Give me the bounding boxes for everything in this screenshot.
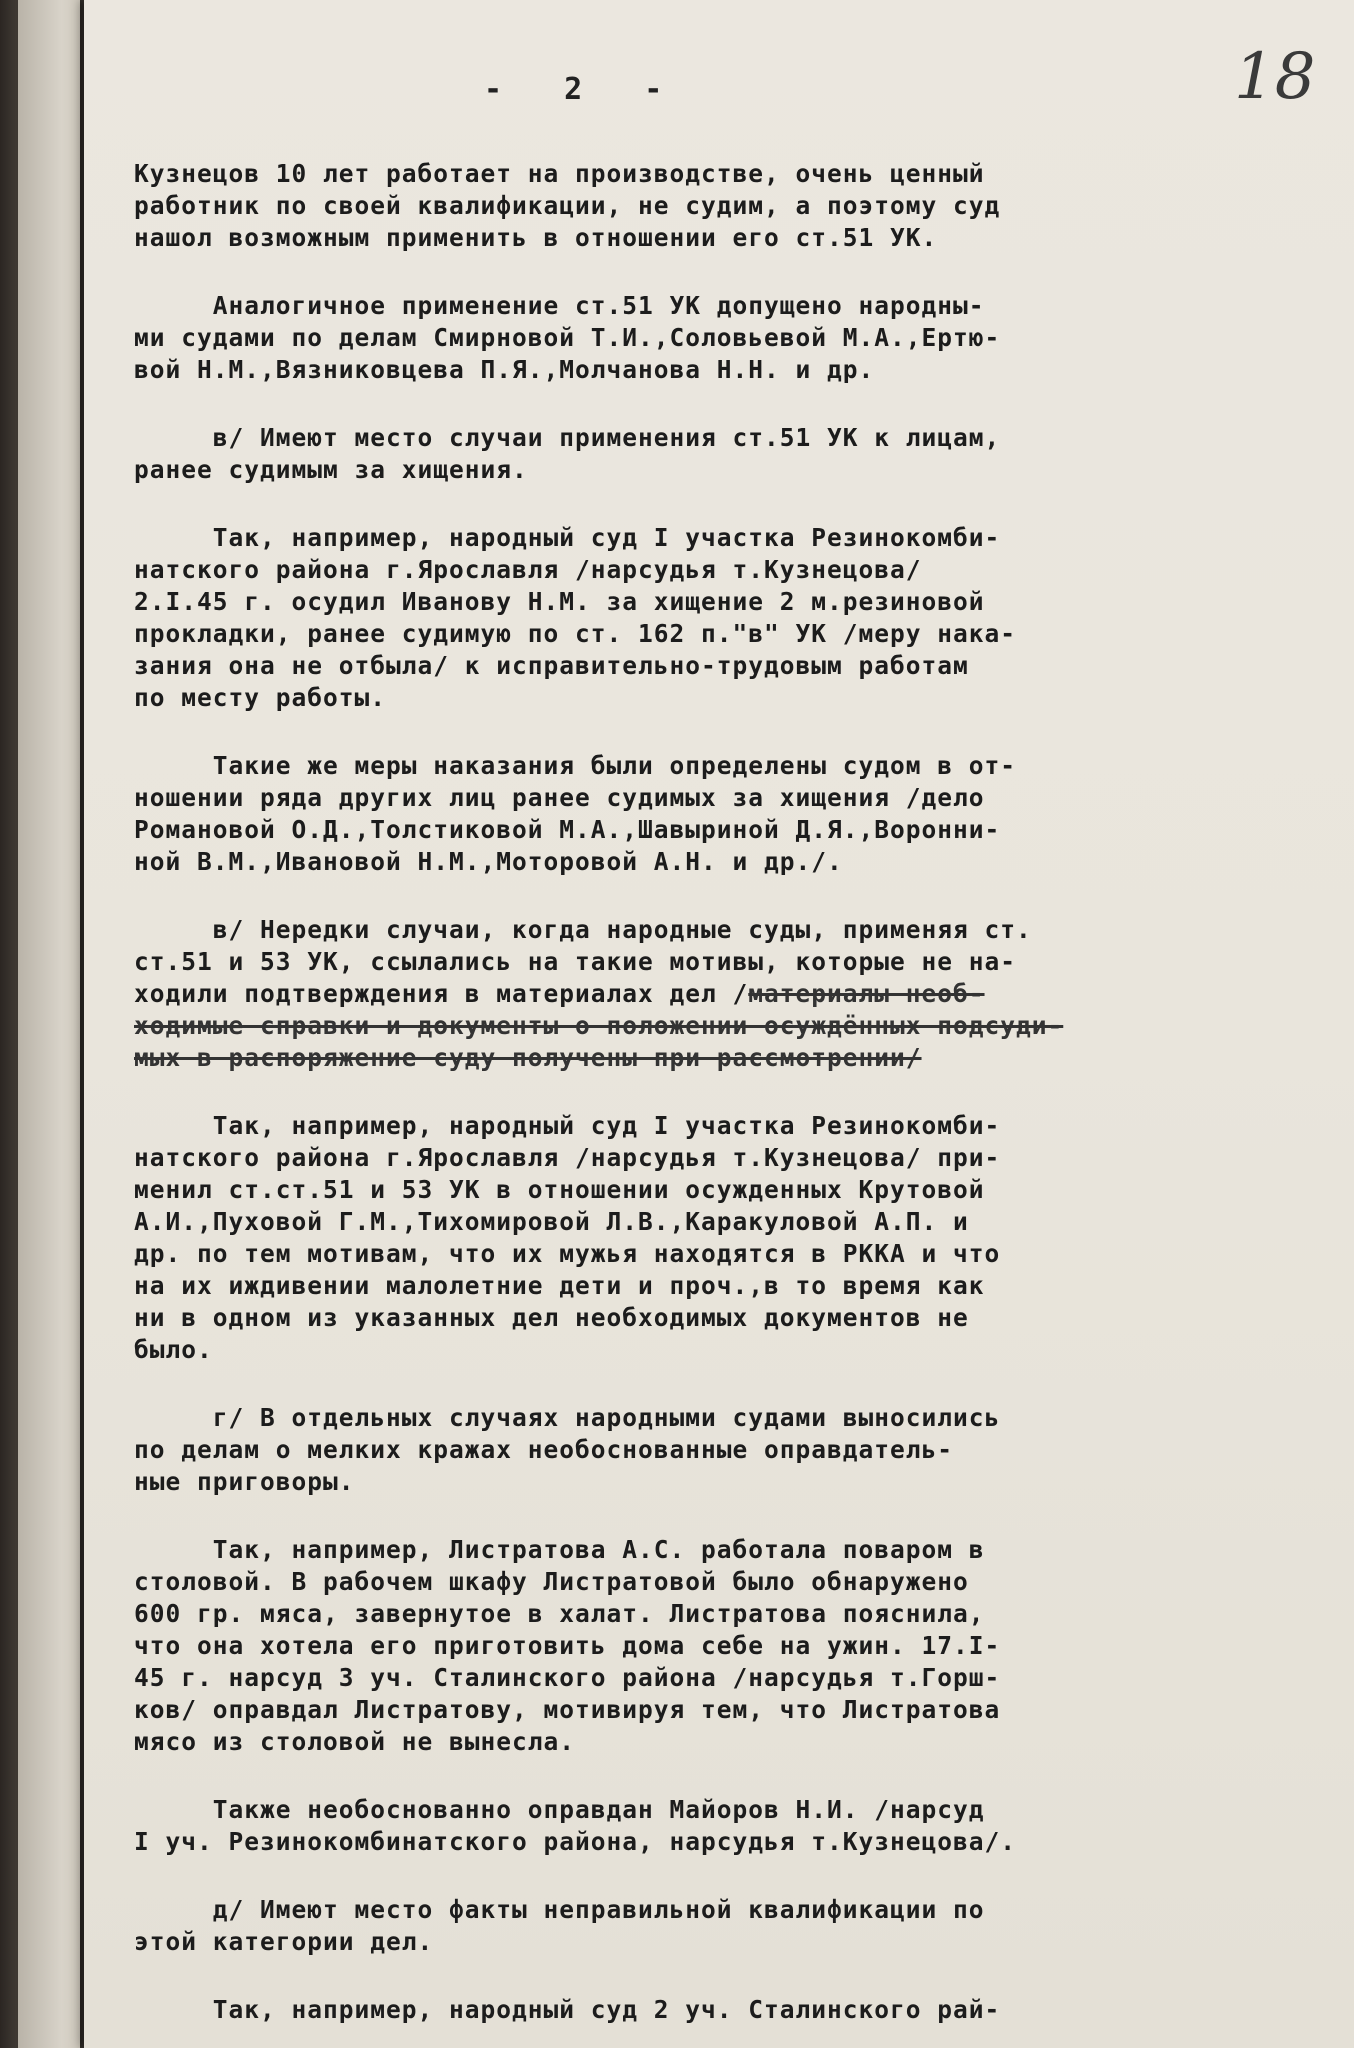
text-line: Так, например, народный суд I участка Резинокомби-: [134, 523, 1001, 552]
paragraph: [134, 1534, 1299, 1758]
text-line: 45 г. нарсуд 3 уч. Сталинского района /нарсудья т.Горш-: [134, 1663, 1001, 1692]
text-line: Так, например, народный суд 2 уч. Сталинского рай-: [134, 1995, 1001, 2024]
text-line: 600 гр. мяса, завернутое в халат. Листратова пояснила,: [134, 1599, 985, 1628]
paragraph: [134, 1110, 1299, 1366]
paragraph: [134, 914, 1299, 1074]
text-line: ранее судимым за хищения.: [134, 455, 528, 484]
struck-text: мых в распоряжение суду получены при рассмотрении/: [134, 1043, 922, 1072]
paragraph: [134, 290, 1299, 386]
page-number: - 2 -: [484, 72, 685, 107]
text-line: столовой. В рабочем шкафу Листратовой было обнаружено: [134, 1567, 969, 1596]
text-line: нашол возможным применить в отношении его ст.51 УК.: [134, 223, 938, 252]
paragraph: [134, 158, 1299, 254]
document-body: [134, 158, 1299, 2048]
text-line: натского района г.Ярославля /нарсудья т.Кузнецова/ при-: [134, 1143, 1001, 1172]
paragraph: [134, 422, 1299, 486]
text-line: Аналогичное применение ст.51 УК допущено народны-: [134, 291, 985, 320]
text-line: в/ Нередки случаи, когда народные суды, применяя ст.: [134, 915, 1032, 944]
struck-text: ходимые справки и документы о положении осуждённых подсуди-: [134, 1011, 1064, 1040]
text-line: Кузнецов 10 лет работает на производстве, очень ценный: [134, 159, 985, 188]
text-line: Так, например, народный суд I участка Резинокомби-: [134, 1111, 1001, 1140]
text-line: г/ В отдельных случаях народными судами выносились: [134, 1403, 1001, 1432]
text-line: менил ст.ст.51 и 53 УК в отношении осужденных Крутовой: [134, 1175, 985, 1204]
text-line: ные приговоры.: [134, 1467, 355, 1496]
text-line: на их иждивении малолетние дети и проч.,в то время как: [134, 1271, 985, 1300]
text-line: 2.I.45 г. осудил Иванову Н.М. за хищение 2 м.резиновой: [134, 587, 985, 616]
text-line: Романовой О.Д.,Толстиковой М.А.,Шавыриной Д.Я.,Воронни-: [134, 815, 1001, 844]
text-fragment: ходили подтверждения в материалах дел /: [134, 979, 749, 1008]
text-line: Также необоснованно оправдан Майоров Н.И. /нарсуд: [134, 1795, 985, 1824]
text-line: ми судами по делам Смирновой Т.И.,Соловьевой М.А.,Ертю-: [134, 323, 1001, 352]
document-page: [84, 0, 1354, 2048]
text-line: А.И.,Пуховой Г.М.,Тихомировой Л.В.,Каракуловой А.П. и: [134, 1207, 969, 1236]
paragraph: [134, 1402, 1299, 1498]
text-line: ной В.М.,Ивановой Н.М.,Моторовой А.Н. и др./.: [134, 847, 843, 876]
text-line: [134, 978, 1299, 1010]
text-line: натского района г.Ярославля /нарсудья т.Кузнецова/: [134, 555, 922, 584]
struck-text: материалы необ-: [748, 979, 985, 1008]
previous-page-edge: [18, 0, 80, 2048]
text-line: др. по тем мотивам, что их мужья находятся в РККА и что: [134, 1239, 1001, 1268]
paragraph: [134, 1994, 1299, 2026]
paragraph: [134, 1894, 1299, 1958]
text-line: в/ Имеют место случаи применения ст.51 УК к лицам,: [134, 423, 1001, 452]
text-line: ношении ряда других лиц ранее судимых за хищения /дело: [134, 783, 985, 812]
paragraph: [134, 522, 1299, 714]
sheet-number-handwritten: 18: [1234, 40, 1316, 114]
text-line: по делам о мелких кражах необоснованные оправдатель-: [134, 1435, 954, 1464]
text-line: по месту работы.: [134, 683, 387, 712]
text-line: мясо из столовой не вынесла.: [134, 1727, 576, 1756]
text-line: было.: [134, 1335, 213, 1364]
text-line: ков/ оправдал Листратову, мотивируя тем, что Листратова: [134, 1695, 1001, 1724]
text-line: Такие же меры наказания были определены судом в от-: [134, 751, 1017, 780]
text-line: работник по своей квалификации, не судим, а поэтому суд: [134, 191, 1001, 220]
text-line: что она хотела его приготовить дома себе на ужин. 17.I-: [134, 1631, 1001, 1660]
text-line: Так, например, Листратова А.С. работала поваром в: [134, 1535, 985, 1564]
paragraph: [134, 1794, 1299, 1858]
text-line: ст.51 и 53 УК, ссылались на такие мотивы, которые не на-: [134, 947, 1017, 976]
text-line: I уч. Резинокомбинатского района, нарсудья т.Кузнецова/.: [134, 1827, 1017, 1856]
text-line: д/ Имеют место факты неправильной квалификации по: [134, 1895, 985, 1924]
text-line: вой Н.М.,Вязниковцева П.Я.,Молчанова Н.Н. и др.: [134, 355, 875, 384]
text-line: ни в одном из указанных дел необходимых документов не: [134, 1303, 969, 1332]
text-line: этой категории дел.: [134, 1927, 434, 1956]
text-line: зания она не отбыла/ к исправительно-трудовым работам: [134, 651, 969, 680]
paragraph: [134, 750, 1299, 878]
text-line: прокладки, ранее судимую по ст. 162 п."в" УК /меру нака-: [134, 619, 1017, 648]
